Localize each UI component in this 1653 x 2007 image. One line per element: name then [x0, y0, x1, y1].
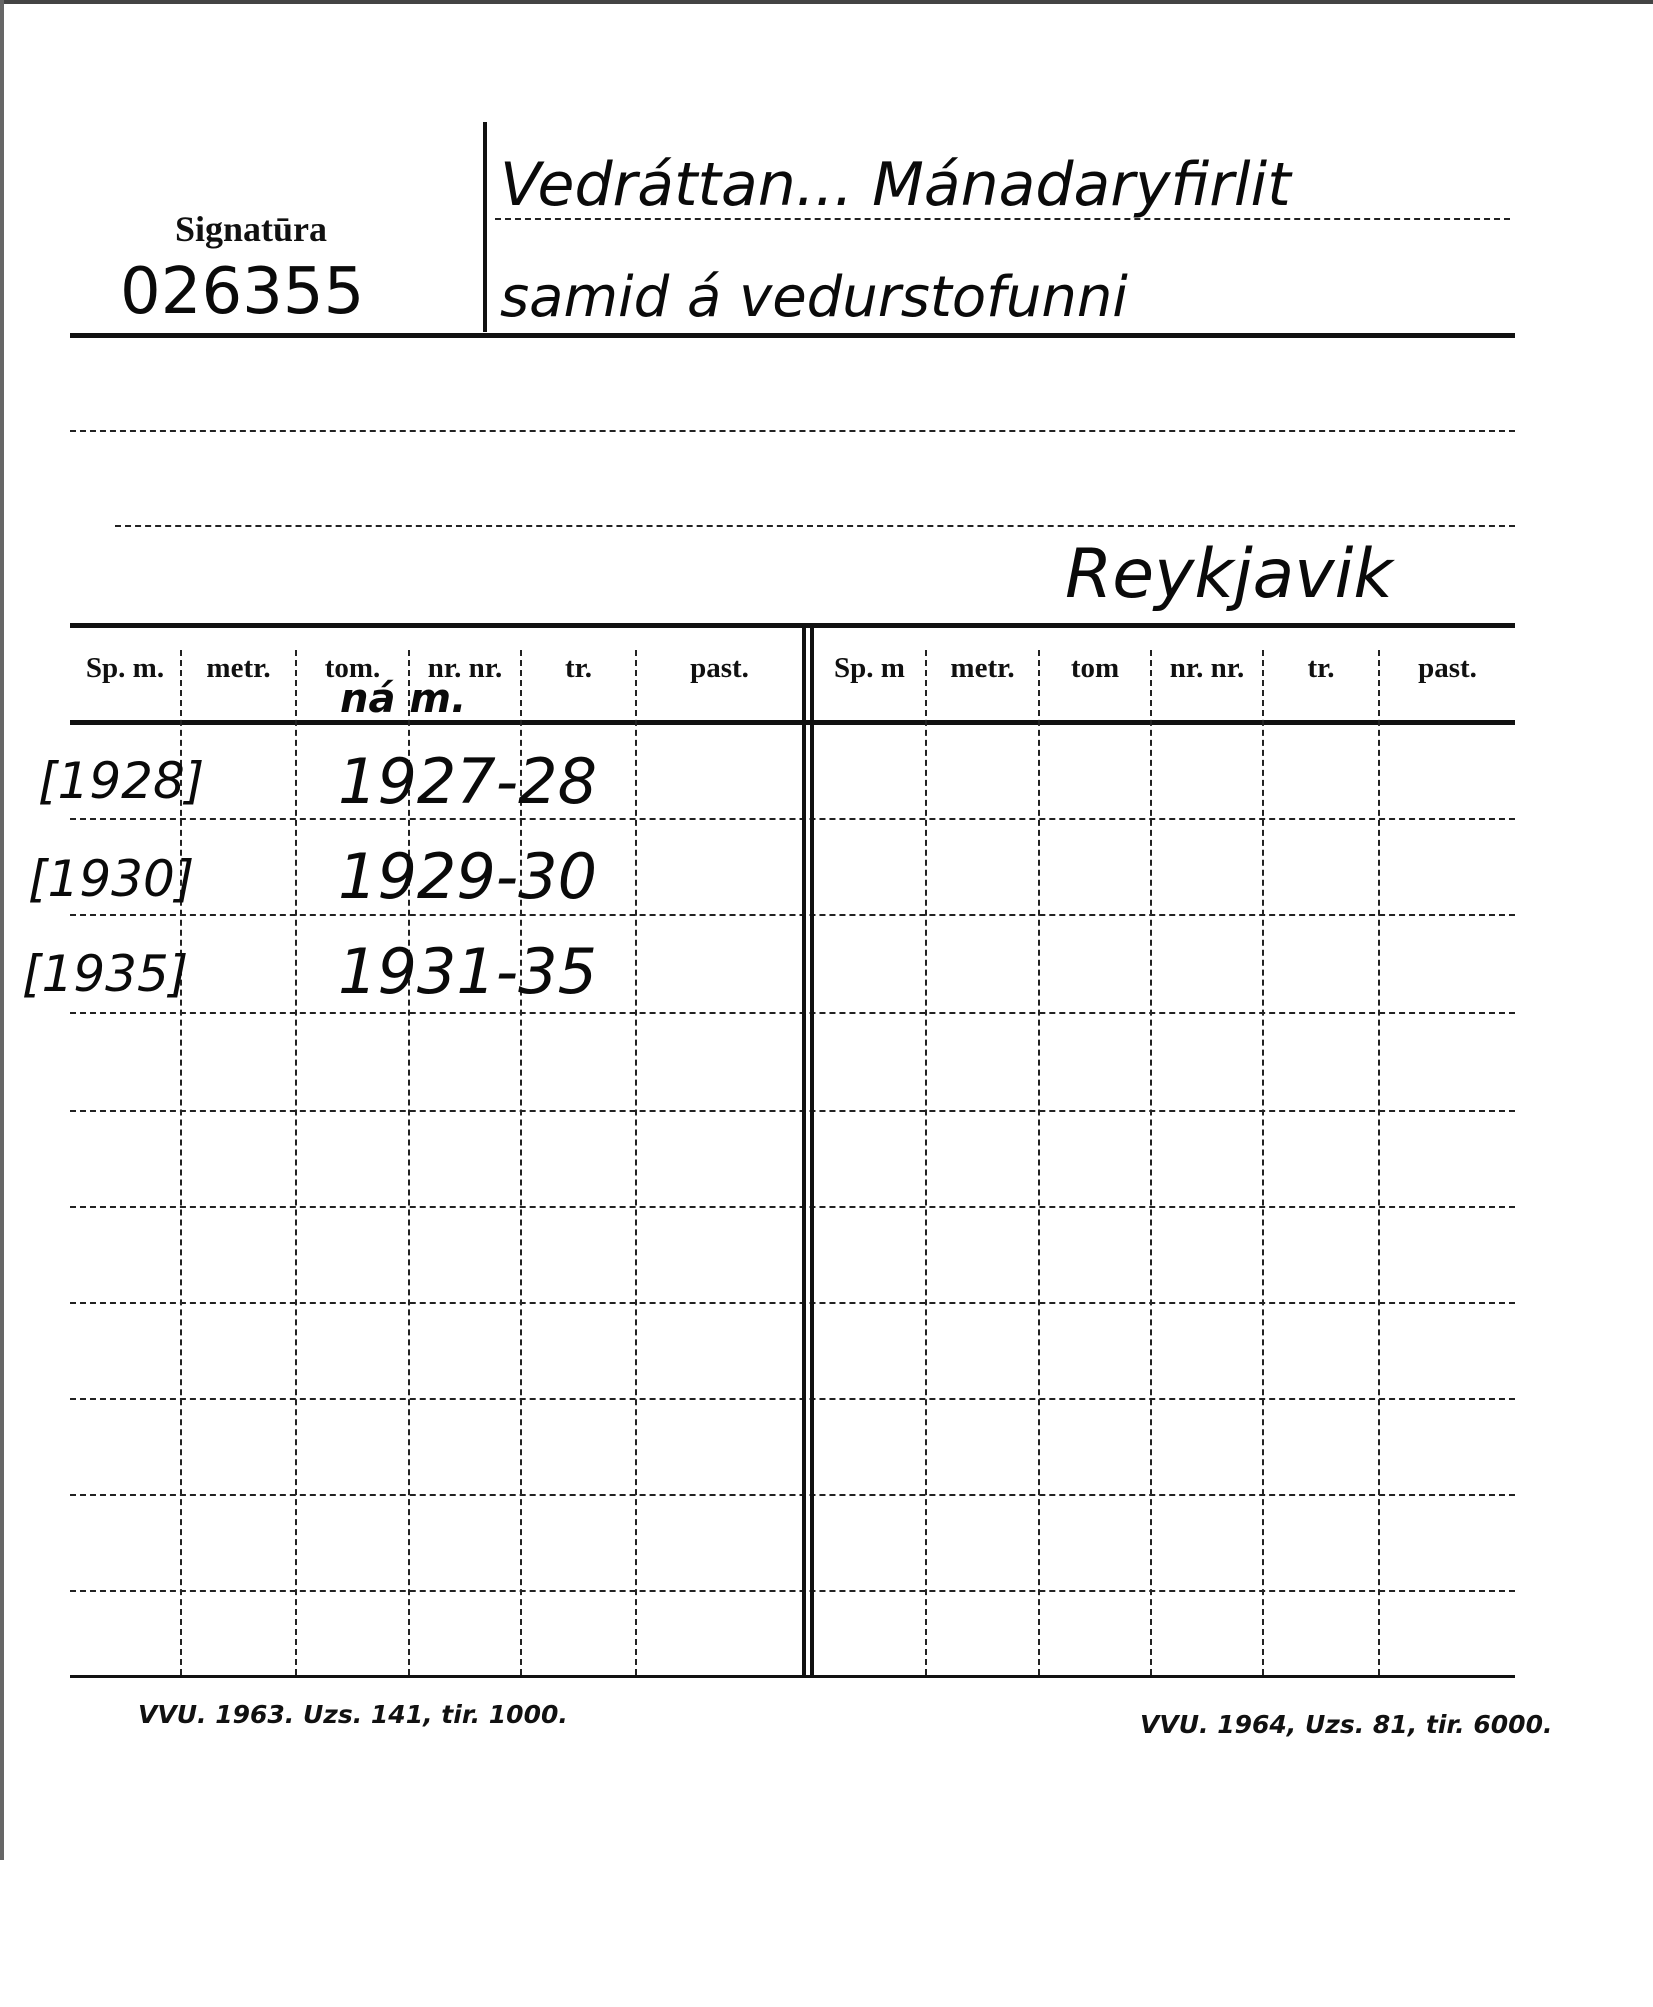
row-separator	[70, 818, 1515, 820]
row-2-tom: 1929-30	[338, 840, 598, 913]
tom-annotation: ná m.	[340, 676, 467, 722]
column-line	[925, 650, 927, 1675]
footer-note-left: VVU. 1963. Uzs. 141, tir. 1000.	[138, 1700, 568, 1729]
blank-line-2	[115, 525, 1515, 527]
column-line	[1150, 650, 1152, 1675]
row-3-tom: 1931-35	[338, 935, 598, 1008]
row-1-tom: 1927-28	[338, 745, 598, 818]
title-underline-1	[495, 218, 1510, 220]
col-header-nr-nr-right: nr. nr.	[1169, 652, 1245, 684]
column-line	[295, 650, 297, 1675]
column-line	[635, 650, 637, 1675]
col-header-metr: metr.	[206, 652, 271, 684]
table-center-divider	[802, 628, 806, 1675]
row-separator	[70, 1494, 1515, 1496]
row-separator	[70, 1012, 1515, 1014]
signatura-label: Signatūra	[175, 209, 328, 249]
header-divider-vertical	[483, 122, 487, 332]
row-separator	[70, 914, 1515, 916]
row-1-sp-m: [1928]	[38, 752, 205, 810]
row-separator	[70, 1398, 1515, 1400]
footer-note-right: VVU. 1964, Uzs. 81, tir. 6000.	[1140, 1710, 1553, 1739]
row-separator	[70, 1590, 1515, 1592]
table-center-divider	[810, 628, 814, 1675]
col-header-metr-right: metr.	[950, 652, 1015, 684]
row-separator	[70, 1110, 1515, 1112]
place-name: Reykjavik	[1065, 535, 1393, 614]
signatura-number: 026355	[120, 255, 365, 329]
col-header-tr: tr.	[564, 652, 593, 684]
scan-smudge	[0, 0, 1653, 4]
col-header-nr-nr: nr. nr.	[427, 652, 503, 684]
row-separator	[70, 1206, 1515, 1208]
row-separator	[70, 1302, 1515, 1304]
title-line-2: samid á vedurstofunni	[500, 265, 1128, 330]
scan-smudge	[0, 0, 4, 1860]
row-2-sp-m: [1930]	[28, 850, 195, 908]
col-header-sp-m: Sp. m.	[85, 652, 165, 684]
title-line-1: Vedráttan... Mánadaryfirlit	[500, 150, 1291, 220]
col-header-tr-right: tr.	[1307, 652, 1335, 684]
col-header-tom-right: tom	[1070, 652, 1120, 684]
col-header-past-right: past.	[1418, 652, 1477, 684]
col-header-sp-m-right: Sp. m	[834, 652, 905, 684]
table-top-rule	[70, 623, 1515, 628]
header-bottom-rule	[70, 333, 1515, 338]
column-line	[1378, 650, 1380, 1675]
col-header-tom: tom.	[324, 652, 381, 684]
row-3-sp-m: [1935]	[22, 945, 189, 1003]
table-header-rule	[70, 720, 1515, 725]
blank-line-1	[70, 430, 1515, 432]
column-line	[1262, 650, 1264, 1675]
column-line	[1038, 650, 1040, 1675]
col-header-past: past.	[690, 652, 749, 684]
table-bottom-rule	[70, 1675, 1515, 1678]
